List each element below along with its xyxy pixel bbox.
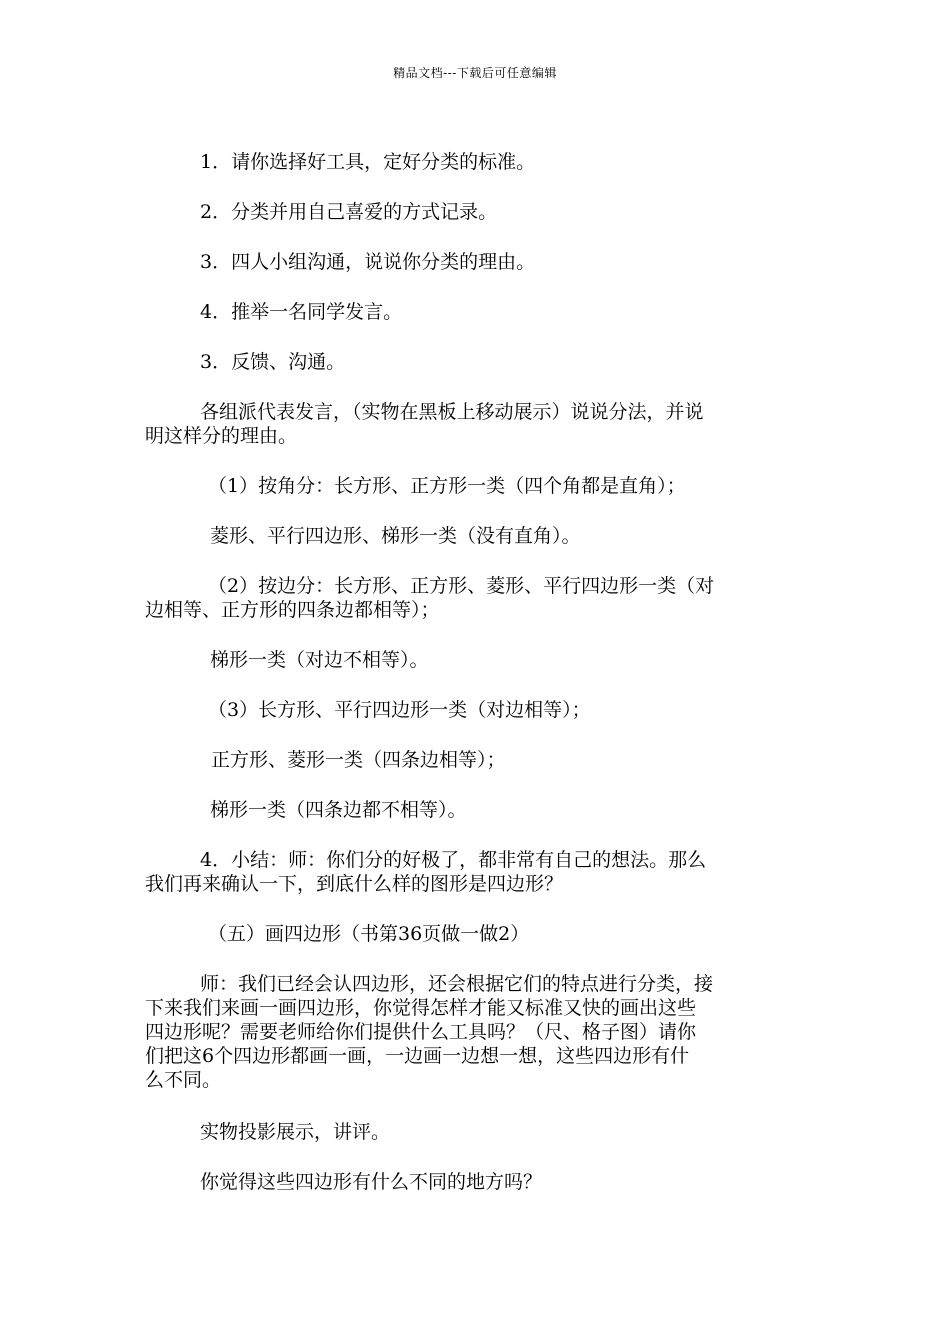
section-draw-quadrilateral: （五）画四边形（书第36页做一做2） [208,923,530,945]
paragraph-line: 各组派代表发言，（实物在黑板上移动展示）说说分法，并说 [200,401,704,423]
paragraph-line: 4．小结：师：你们分的好极了，都非常有自己的想法。那么 [200,849,707,871]
paragraph-line: 我们再来确认一下，到底什么样的图形是四边形？ [145,873,564,895]
paragraph-summary [145,848,815,896]
paragraph-line: 四边形呢？需要老师给你们提供什么工具吗？（尺、格子图）请你 [145,1021,697,1043]
paragraph-line: 下来我们来画一画四边形，你觉得怎样才能又标准又快的画出这些 [145,997,697,1019]
paragraph-line: 们把这6个四边形都画一画，一边画一边想一想，这些四边形有什 [145,1045,690,1067]
paragraph-line: 师：我们已经会认四边形，还会根据它们的特点进行分类，接 [200,973,714,995]
method-by-side-group-2: 梯形一类（对边不相等）。 [210,649,429,671]
paragraph-line: （2）按边分：长方形、正方形、菱形、平行四边形一类（对 [208,575,715,597]
paragraph-line: 明这样分的理由。 [145,425,298,447]
paragraph-teacher-draw [145,972,815,1092]
closing-question: 你觉得这些四边形有什么不同的地方吗？ [200,1171,543,1193]
step-1: 1．请你选择好工具，定好分类的标准。 [200,151,536,173]
method-by-angle: （1）按角分：长方形、正方形一类（四个角都是直角）； [208,475,686,497]
step-4: 4．推举一名同学发言。 [200,301,403,323]
method-3-group-3: 梯形一类（四条边都不相等）。 [210,799,467,821]
paragraph-by-side [145,574,815,622]
method-3-group-2: 正方形、菱形一类（四条边相等）； [211,749,506,771]
method-by-angle-group-2: 菱形、平行四边形、梯形一类（没有直角）。 [210,525,581,547]
paragraph-group-report [145,400,815,448]
section-feedback: 3．反馈、沟通。 [200,351,346,373]
paragraph-line: 么不同。 [145,1069,222,1091]
page-header: 精品文档---下载后可任意编辑 [393,66,557,80]
step-3: 3．四人小组沟通，说说你分类的理由。 [200,251,536,273]
paragraph-line: 边相等、正方形的四条边都相等）； [145,599,440,621]
method-3: （3）长方形、平行四边形一类（对边相等）； [208,699,591,721]
step-2: 2．分类并用自己喜爱的方式记录。 [200,201,498,223]
projection-review: 实物投影展示，讲评。 [200,1121,391,1143]
